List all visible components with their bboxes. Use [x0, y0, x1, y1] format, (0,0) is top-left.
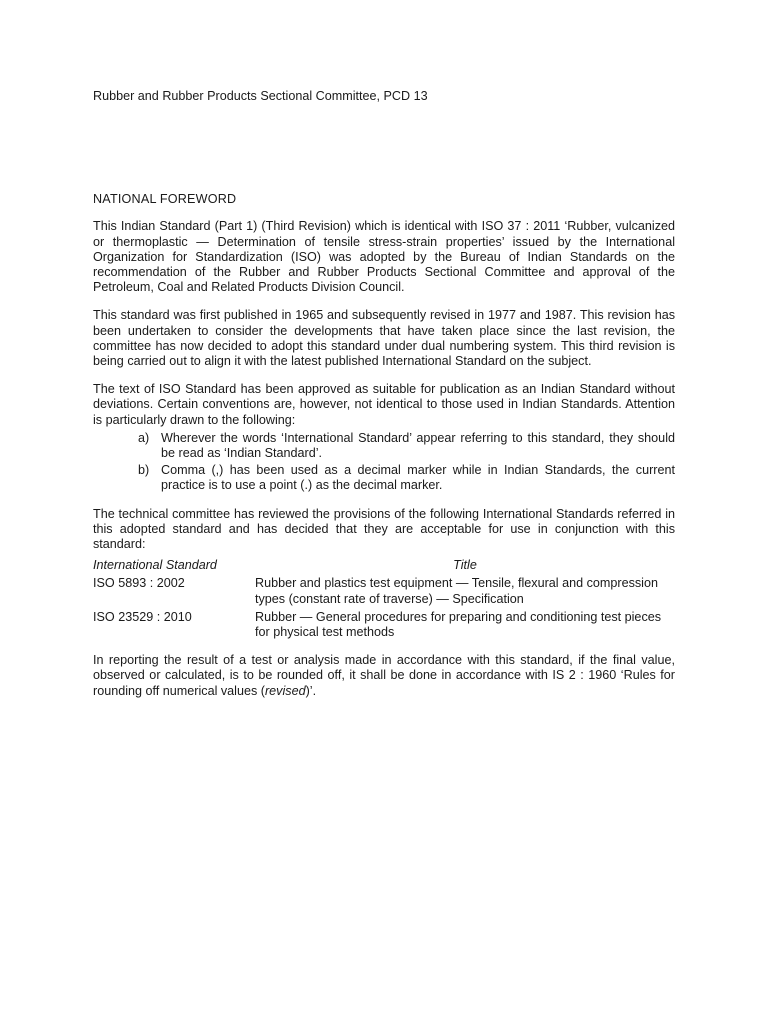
conventions-list [93, 431, 675, 494]
rounding-text: In reporting the result of a test or analysis made in accordance with this standard, if the final value, observed or calculated, is to be rounded off, it shall be done in accordance with IS 2 : 1960 ‘Rules for rounding off numerical values ( [93, 653, 675, 698]
header-title: Title [453, 558, 477, 573]
rounding-text-end: )’. [305, 683, 317, 698]
list-item [93, 431, 675, 461]
paragraph-history: This standard was first published in 1965 and subsequently revised in 1977 and 1987. This revision has been undertaken to consider the developments that have taken place since the last revision, the committee has now decided to adopt this standard under dual numbering system. This third revision is being carried out to align it with the latest published International Standard on the subject. [93, 308, 675, 369]
section-heading: NATIONAL FOREWORD [93, 192, 237, 207]
paragraph-references: The technical committee has reviewed the provisions of the following International Standards referred in this adopted standard and has decided that they are acceptable for use in conjunction with this standard: [93, 506, 675, 552]
paragraph-rounding [93, 653, 675, 699]
document-page [93, 89, 675, 699]
list-item-text: Wherever the words ‘International Standard’ appear referring to this standard, they should be read as ‘Indian Standard’. [161, 430, 675, 461]
paragraph-conventions: The text of ISO Standard has been approved as suitable for publication as an Indian Standard without deviations. Certain conventions are, however, not identical to those used in Indian Standards. Attention is particularly drawn to the following: [93, 382, 675, 427]
list-item [93, 463, 675, 493]
standard-title: Rubber — General procedures for preparing and conditioning test pieces for physical test methods [255, 609, 662, 640]
standards-table [93, 558, 675, 640]
standard-number: ISO 23529 : 2010 [93, 609, 192, 624]
list-marker: a) [138, 430, 150, 445]
table-row [93, 576, 675, 606]
list-marker: b) [138, 463, 150, 478]
paragraph-adoption: This Indian Standard (Part 1) (Third Revision) which is identical with ISO 37 : 2011 ‘Rubber, vulcanized or thermoplastic — Determination of tensile stress-strain properties’ issued by the International Organization for Standardization (ISO) was adopted by the Bureau of Indian Standards on the recommendation of the Rubber and Rubber Products Sectional Committee and approval of the Petroleum, Coal and Related Products Division Council. [93, 219, 675, 295]
table-row [93, 610, 675, 640]
standard-number: ISO 5893 : 2002 [93, 576, 185, 591]
standard-title: Rubber and plastics test equipment — Tensile, flexural and compression types (constant rate of traverse) — Specification [255, 576, 658, 606]
revised-italic: revised [264, 683, 306, 698]
header-international-standard: International Standard [93, 558, 217, 573]
committee-line: Rubber and Rubber Products Sectional Committee, PCD 13 [93, 89, 428, 103]
list-item-text: Comma (,) has been used as a decimal marker while in Indian Standards, the current practice is to use a point (.) as the decimal marker. [161, 463, 675, 493]
standards-table-header [93, 558, 675, 573]
